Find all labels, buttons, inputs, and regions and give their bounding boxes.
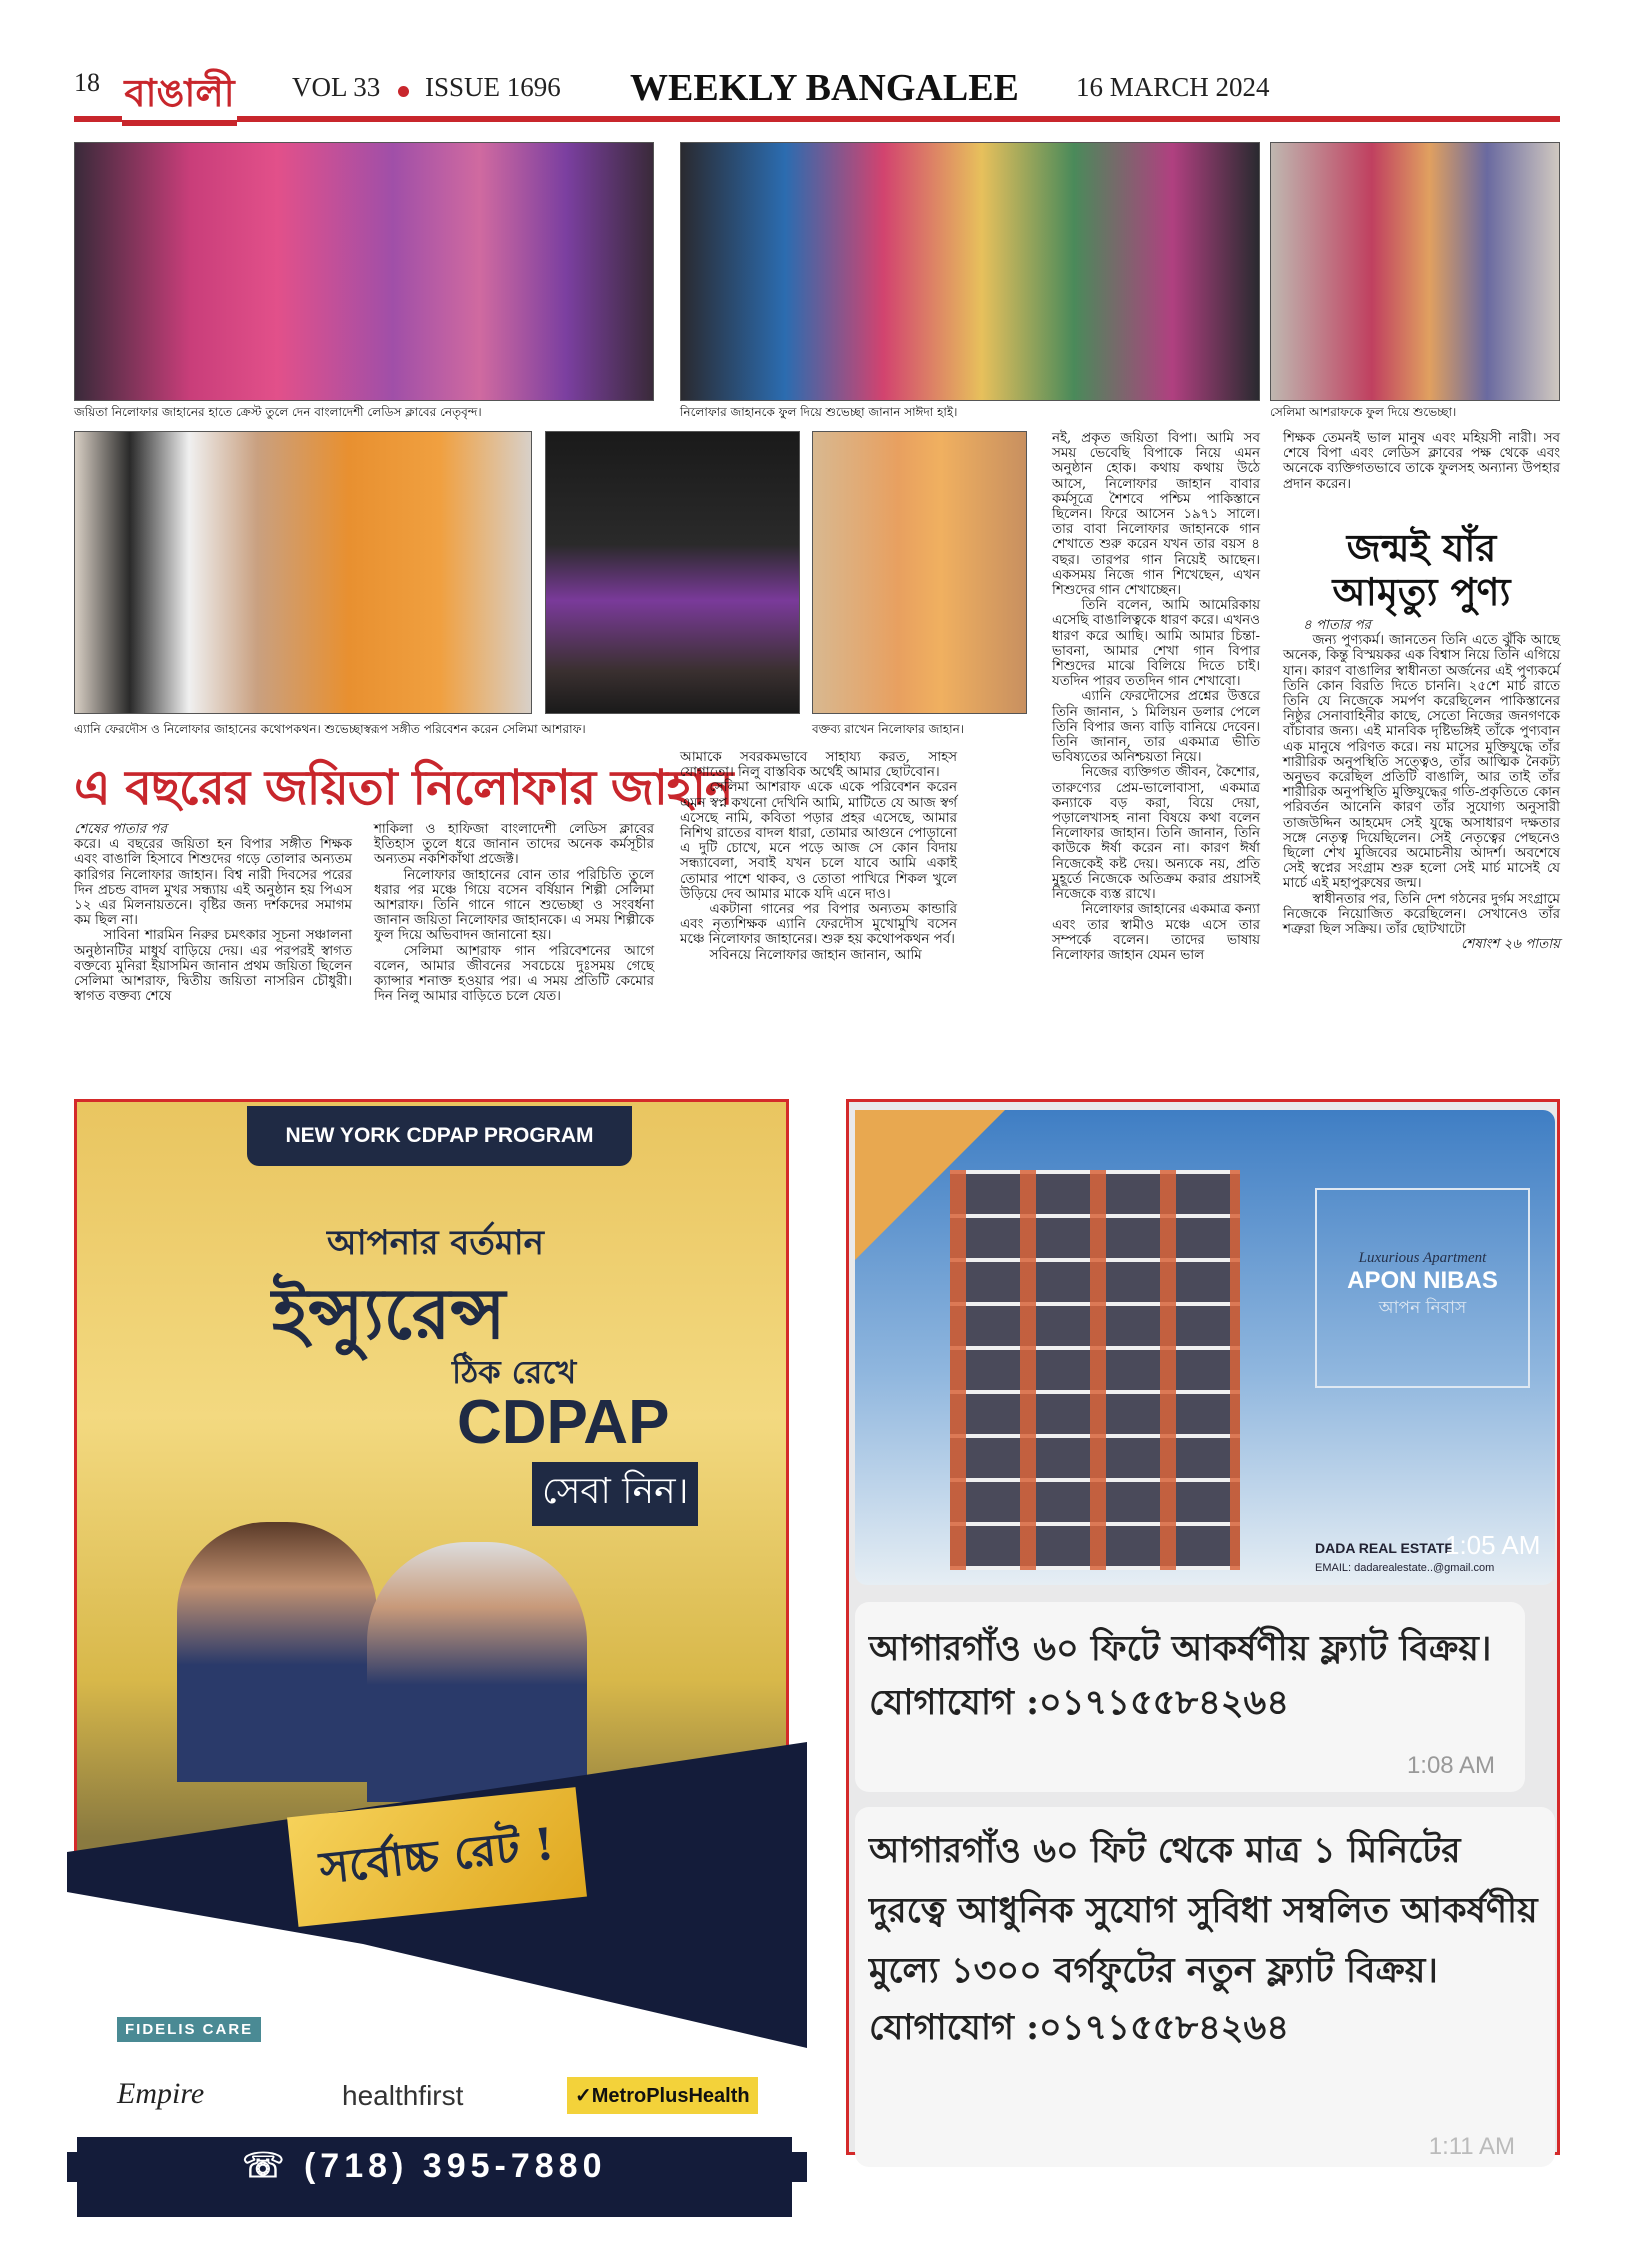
article-headline: এ বছরের জয়িতা নিলোফার জাহান — [74, 760, 733, 816]
company-email: EMAIL: dadarealestate..@gmail.com — [1315, 1562, 1495, 1574]
brand-name-bn: আপন নিবাস — [1378, 1298, 1467, 1318]
paragraph: এ্যানি ফেরদৌসের প্রশ্নের উত্তরে তিনি জানান, ১ মিলিয়ন ডলার পেলে তিনি বিপার জন্য বাড়ি বানিয়ে দেবেন। তিনি জানান, তার একমাত্র ভীতি ভবিষ্যতের অনিশ্চয়তা নিয়ে। — [1052, 689, 1260, 766]
caption: সেলিমা আশরাফকে ফুল দিয়ে শুভেচ্ছা। — [1270, 405, 1457, 419]
paragraph: সবিনয়ে নিলোফার জাহান জানান, আমি — [709, 947, 922, 963]
message-time: 1:08 AM — [1406, 1752, 1495, 1779]
empire-logo: Empire — [117, 2077, 205, 2110]
caption: নিলোফার জাহানকে ফুল দিয়ে শুভেচ্ছা জানান সাঈদা হাই। — [680, 405, 958, 419]
masthead-rule — [74, 116, 1560, 122]
paragraph: নিলোফার জাহানের একমাত্র কন্যা এবং তার স্বামীও মঞ্চে এসে তার সম্পর্কে বলেন। তাদের ভাষায় নিলোফার জাহান যেমন ভাল — [1052, 902, 1260, 963]
page-number: 18 — [74, 68, 100, 97]
metroplus-label: MetroPlusHealth — [591, 2085, 750, 2107]
photo-crest-presentation — [74, 142, 654, 401]
paragraph: সেলিমা আশরাফ একে একে পরিবেশন করেন এমন স্বপ্ন কখনো দেখিনি আমি, মাটিতে যে আজ স্বর্গ এসেছে নামি, কবিতা পড়ার প্রহর এসেছে, আমার নিশিথ রাতের বাদল ধারা, তোমার আগুনে পোড়ানো এ দুটি চোখে, মনে পড়ে আজ সে কোন বিদায় সন্ধ্যাবেলা, সবাই যখন চলে যাবে আমি একাই তোমার পাশে থাকব, ও তোতা পাখিরে শিকল খুলে উড়িয়ে দেব আমার মাকে যদি এনে দাও। — [680, 780, 957, 902]
message-bubble — [855, 1602, 1525, 1792]
paragraph: নিজের ব্যক্তিগত জীবন, কৈশোর, তারুণ্যের প্রেম-ভালোবাসা, একমাত্র কন্যাকে বড় করা, বিয়ে দেয়া, পড়ালেখাসহ নানা বিষয়ে কথা বলেন নিলোফার জাহান। তিনি জানান, তিনি কাউকে ঈর্ষা করেন না। কারণ ঈর্ষা নিজেকেই কষ্ট দেয়। অন্যকে নয়, প্রতি মুহূর্তে নিজেকে অতিক্রম করার প্রয়াসই নিজেকে ব্যস্ত রাখে। — [1052, 765, 1260, 903]
photo-selima-flowers — [1270, 142, 1560, 401]
photo-flowers-greeting — [680, 142, 1260, 401]
metroplus-logo: ✓MetroPlusHealth — [567, 2077, 758, 2114]
paragraph: করে। এ বছরের জয়িতা হন বিপার সঙ্গীত শিক্ষক এবং বাঙালি হিসাবে শিশুদের গড়ে তোলার অন্যতম কারিগর নিলোফার জাহান। বিশ্ব নারী দিবসের পরের দিন প্রচন্ড বাদল মুখর সন্ধ্যায় এই অনুষ্ঠান হয় পিএস ১২ এর মিলনায়তনে। বৃষ্টির জন্য দর্শকদের সমাগম কম ছিল না। — [74, 837, 352, 929]
article2-headline — [1283, 526, 1560, 614]
phone-text: (718) 395-7880 — [303, 2147, 607, 2185]
healthfirst-logo: healthfirst — [342, 2080, 464, 2111]
fidelis-care-logo: FIDELIS CARE — [117, 2017, 261, 2042]
paragraph: নিলোফার জাহানের বোন তার পরিচিতি তুলে ধরার পর মঞ্চে গিয়ে বসেন বর্ষিয়ান শিল্পী সেলিমা আশরাফ। তিনি গানে গানে শুভেচ্ছা ও সংবর্ধনা জানান জয়িতা নিলোফার জাহানকে। এ সময় শিল্পীকে ফুল দিয়ে অভিবাদন জানানো হয়। — [374, 867, 654, 944]
phone-number[interactable] — [242, 2146, 606, 2186]
issue: ISSUE 1696 — [425, 72, 561, 102]
paragraph: সেলিমা আশরাফ গান পরিবেশনের আগে বলেন, আমার জীবনের সবচেয়ে দুঃসময় গেছে ক্যান্সার শনাক্ত হওয়ার পর। এ সময় প্রতিটি কেমোর দিন নিলু আমার বাড়িতে চলে যেত। — [374, 943, 654, 1005]
paragraph: শাকিলা ও হাফিজা বাংলাদেশী লেডিস ক্লাবের ইতিহাস তুলে ধরে জানান তাদের অনেক কর্মসূচীর অন্যতম নকশিকাঁথা প্রজেক্ট। — [374, 822, 654, 868]
brand-frame — [1315, 1188, 1530, 1388]
message-time: 1:05 AM — [1445, 1530, 1541, 1560]
brand-script: Luxurious Apartment — [1358, 1250, 1487, 1266]
rate-badge: সর্বোচ্চ রেট ! — [287, 1787, 587, 1927]
continued-to: শেষাংশ ২৬ পাতায় — [1460, 937, 1560, 953]
old-man-figure — [367, 1542, 587, 1802]
paragraph: স্বাধীনতার পর, তিনি দেশ গঠনের দুর্গম সংগ্রামে নিজেকে নিয়োজিত করেছিলেন। সেখানেও তাঁর শত্রুরা ছিল সক্রিয়। তাঁর ছোটখাটো — [1283, 891, 1560, 938]
article-column-5 — [1283, 431, 1560, 492]
headline-line: আমৃত্যু পুণ্য — [1332, 569, 1511, 614]
article2-column — [1283, 618, 1560, 952]
ad-line: ইন্স্যুরেন্স — [272, 1272, 506, 1355]
message-text: আগারগাঁও ৬০ ফিট থেকে মাত্র ১ মিনিটের দুরত্বে আধুনিক সুযোগ সুবিধা সম্বলিত আকর্ষণীয় মুল্যে ১৩০০ বর্গফুটের নতুন ফ্ল্যাট বিক্রয়। — [869, 1830, 1538, 1991]
paragraph: নই, প্রকৃত জয়িতা বিপা। আমি সব সময় ভেবেছি বিপাকে নিয়ে এমন অনুষ্ঠান হোক। কথায় কথায় উঠে আসে, নিলোফার জাহান বাবার কর্মসূত্রে শৈশবে পশ্চিম পাকিস্তানে ছিলেন। ফিরে আসেন ১৯৭১ সালে। তার বাবা নিলোফার জাহানকে গান শেখাতে শুরু করেন যখন তার বয়স ৪ বছর। তারপর গান নিয়েই আছেন। একসময় নিজে গান শিখেছেন, এখন শিশুদের গান শেখাচ্ছেন। — [1052, 431, 1260, 599]
paragraph: সাবিনা শারমিন নিরুর চমৎকার সূচনা সঞ্চালনা অনুষ্ঠানটির মাধুর্য বাড়িয়ে দেয়। এর পরপরই স্বাগত বক্তব্যে মুনিরা ইয়াসমিন জানান প্রথম জয়িতা ছিলেন সেলিমা আশরাফ, দ্বিতীয় জয়িতা নাসরিন চৌধুরী। স্বাগত বক্তব্য শেষে — [74, 928, 352, 1005]
paragraph: আমাকে সবরকমভাবে সাহায্য করত, সাহস যোগাতো। নিলু বাস্তবিক অর্থেই আমার ছোটবোন। — [680, 750, 957, 781]
young-man-figure — [177, 1522, 377, 1782]
company-name: DADA REAL ESTATE — [1315, 1540, 1454, 1556]
building-pillars — [950, 1170, 1240, 1570]
brand-name: APON NIBAS — [1347, 1267, 1498, 1294]
paragraph: তিনি বলেন, আমি আমেরিকায় এসেছি বাঙালিত্বকে ধারণ করে। এখনও ধারণ করে আছি। আমি আমার চিন্তা-ভাবনা, আমার শেখা গান বিপার শিশুদের মাঝে বিলিয়ে দিতে চাই। যতদিন পারব ততদিন গান শেখাবো। — [1052, 598, 1260, 690]
article-column-2 — [374, 822, 654, 1004]
ad-line: আপনার বর্তমান — [327, 1223, 544, 1263]
headline-line: জন্মই যাঁর — [1346, 525, 1497, 570]
cdpap-advertisement[interactable] — [74, 1099, 789, 2185]
message-contact: যোগাযোগ :০১৭১৫৫৮৪২৬৪ — [869, 2007, 1290, 2048]
real-estate-advertisement[interactable] — [846, 1099, 1560, 2160]
paragraph: শিক্ষক তেমনই ভাল মানুষ এবং মহিয়সী নারী। সব শেষে বিপা এবং লেডিস ক্লাবের পক্ষ থেকে এবং অনেকে ব্যক্তিগতভাবে তাকে ফুলসহ অন্যান্য উপহার প্রদান করেন। — [1283, 431, 1560, 492]
photo-conversation — [74, 431, 532, 714]
building-image — [855, 1110, 1555, 1585]
message-bubble — [855, 1807, 1555, 2167]
caption: জয়িতা নিলোফার জাহানের হাতে ক্রেস্ট তুলে দেন বাংলাদেশী লেডিস ক্লাবের নেতৃবৃন্দ। — [74, 405, 482, 419]
ad-line: CDPAP — [457, 1388, 670, 1457]
photo-speech — [812, 431, 1027, 714]
caption: বক্তব্য রাখেন নিলোফার জাহান। — [812, 722, 965, 736]
ad-line: সেবা নিন। — [532, 1462, 698, 1526]
continued-from: ৪ পাতার পর — [1303, 618, 1371, 633]
article-column-4 — [1052, 431, 1260, 963]
newspaper-title: WEEKLY BANGALEE — [630, 67, 1019, 109]
article-column-1 — [74, 822, 352, 1004]
volume: VOL 33 — [292, 72, 381, 102]
paragraph: একটানা গানের পর বিপার অন্যতম কান্ডারি এবং নৃত্যশিক্ষক এ্যানি ফেরদৌস মুখোমুখি বসেন মঞ্চে নিলোফার জাহানের। শুরু হয় কথোপকথন পর্ব। — [680, 902, 957, 948]
newspaper-logo: বাঙালী — [122, 68, 237, 126]
bullet-dot — [398, 86, 409, 97]
caption: এ্যানি ফেরদৌস ও নিলোফার জাহানের কথোপকথন। শুভেচ্ছাস্বরূপ সঙ্গীত পরিবেশন করেন সেলিমা আশরাফ। — [74, 722, 586, 736]
phone-icon: ☏ — [242, 2147, 304, 2185]
paragraph: জন্য পুণ্যকর্ম। জানতেন তিনি এতে ঝুঁকি আছে অনেক, কিন্তু বিস্ময়কর এক বিশ্বাস নিয়ে তিনি এগিয়ে যান। কারণ বাঙালির স্বাধীনতা অর্জনের এই পুণ্যকর্মে তিনি কোন বিরতি দিতে চাননি। ২৫শে মার্চ রাতে তিনি যে নিজেকে সমর্পণ করেছিলেন পাকিস্তানের নিষ্ঠুর সেনাবাহিনীর কাছে, সেতো নিজের জনগণকে বাঁচাবার জন্য। এই মানবিক দৃষ্টিভঙ্গিই তাঁকে পুণ্যবান এক মানুষে পরিণত করে। নয় মাসের মুক্তিযুদ্ধে তাঁর শারীরিক অনুপস্থিতি সত্ত্বেও, তাঁর আত্মিক নৈকট্য অনুভব করেছিল প্রতিটি বাঙালি, আর তাই তাঁর শারীরিক অনুপস্থিতি মুক্তিযুদ্ধের গতি-প্রকৃতিতে কোন পরিবর্তন আনেনি কারণ তাঁর সুযোগ্য অনুসারী তাজউদ্দিন আহমেদ সেই যুদ্ধে অসাধারণ দক্ষতার সঙ্গে নেতৃত্ব দিয়েছিলেন। সেই নেতৃত্বের পেছনেও ছিলো শেখ মুজিবের অমোচনীয় আদর্শ। অবশেষে সেই স্বপ্নের সংগ্রাম শুরু হলো সেই মার্চ মাসেই যে মার্চে এই মহাপুরুষের জন্ম। — [1283, 633, 1560, 892]
continued-from: শেষের পাতার পর — [74, 822, 167, 837]
message-text: আগারগাঁও ৬০ ফিটে আকর্ষণীয় ফ্ল্যাট বিক্রয়। যোগাযোগ :০১৭১৫৫৮৪২৬৪ — [869, 1628, 1492, 1723]
program-banner: NEW YORK CDPAP PROGRAM — [247, 1106, 632, 1166]
photo-harmonium-singer — [545, 431, 800, 714]
issue-date: 16 MARCH 2024 — [1076, 72, 1270, 102]
message-time: 1:11 AM — [1428, 2133, 1515, 2160]
ad-line: ঠিক রেখে — [452, 1353, 577, 1391]
article-column-3 — [680, 750, 957, 963]
